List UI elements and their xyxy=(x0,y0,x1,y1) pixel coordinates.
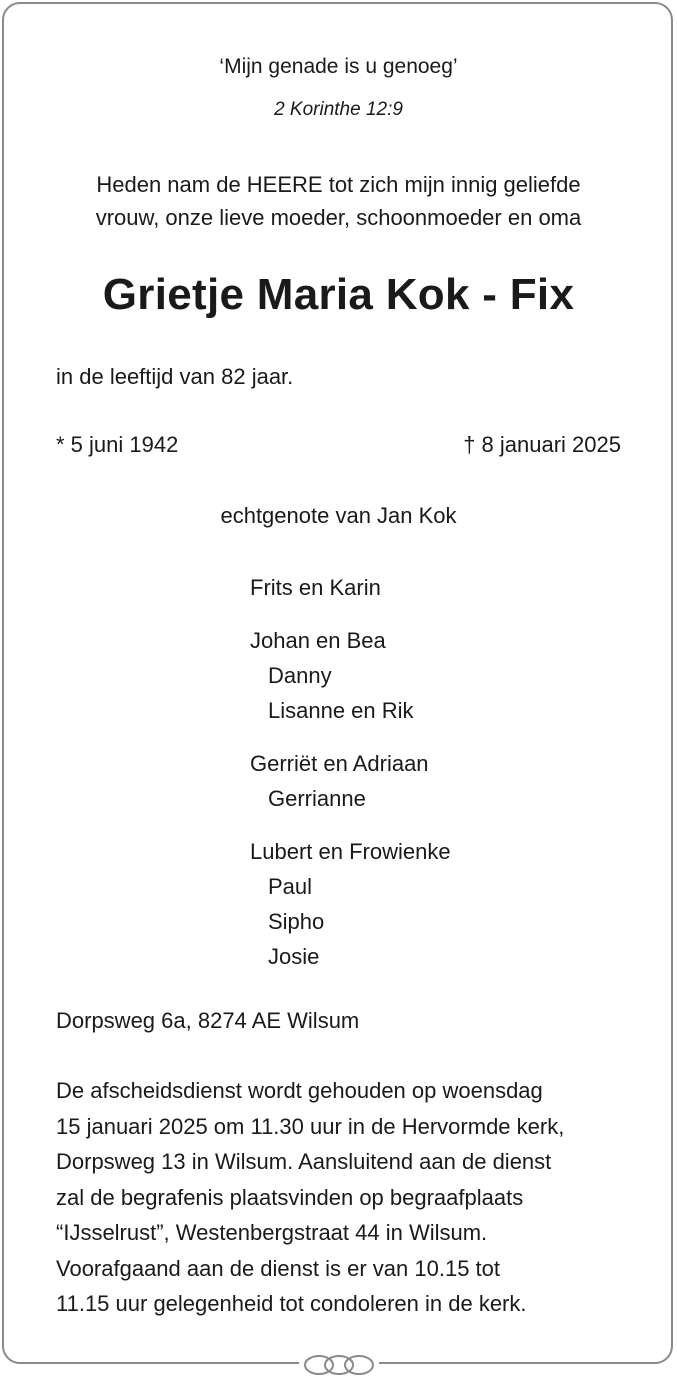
service-line: Voorafgaand aan de dienst is er van 10.15 tot xyxy=(56,1255,500,1281)
intro-text xyxy=(0,168,677,234)
grandchild: Gerrianne xyxy=(268,786,366,811)
intro-line: Heden nam de HEERE tot zich mijn innig geliefde xyxy=(96,172,581,197)
deceased-name: Grietje Maria Kok - Fix xyxy=(102,270,575,319)
service-line: zal de begrafenis plaatsvinden op begraafplaats xyxy=(56,1184,524,1210)
family-parents: Johan en Bea xyxy=(250,628,386,653)
service-line: De afscheidsdienst wordt gehouden op woensdag xyxy=(56,1078,543,1103)
spouse-text: echtgenote van Jan Kok xyxy=(220,503,457,528)
family-parents: Frits en Karin xyxy=(250,575,381,600)
bible-quote: ‘Mijn genade is u genoeg’ xyxy=(219,55,458,78)
family-group xyxy=(250,623,451,728)
intro-line: vrouw, onze lieve moeder, schoonmoeder en oma xyxy=(95,205,582,230)
death-date: † 8 januari 2025 xyxy=(463,432,621,457)
service-line: Dorpsweg 13 in Wilsum. Aansluitend aan de dienst xyxy=(56,1149,552,1174)
family-group xyxy=(250,746,451,816)
address: Dorpsweg 6a, 8274 AE Wilsum xyxy=(56,1008,360,1033)
grandchild: Sipho xyxy=(268,909,325,934)
service-details xyxy=(56,1073,622,1322)
service-line: 11.15 uur gelegenheid tot condoleren in de kerk. xyxy=(56,1291,527,1316)
service-line: “IJsselrust”, Westenbergstraat 44 in Wilsum. xyxy=(56,1220,488,1245)
bible-reference: 2 Korinthe 12:9 xyxy=(274,99,403,120)
family-parents: Gerriët en Adriaan xyxy=(250,751,429,776)
grandchild: Danny xyxy=(268,663,332,688)
age-text: in de leeftijd van 82 jaar. xyxy=(56,364,294,389)
interlocking-rings-icon xyxy=(299,1353,379,1377)
family-parents: Lubert en Frowienke xyxy=(250,839,451,864)
birth-date: * 5 juni 1942 xyxy=(56,432,179,457)
grandchild: Paul xyxy=(268,874,313,899)
family-group xyxy=(250,570,451,605)
family-list xyxy=(250,570,451,992)
service-line: 15 januari 2025 om 11.30 uur in de Hervormde kerk, xyxy=(56,1113,565,1139)
family-group xyxy=(250,834,451,974)
grandchild: Lisanne en Rik xyxy=(268,698,414,723)
grandchild: Josie xyxy=(268,944,320,969)
